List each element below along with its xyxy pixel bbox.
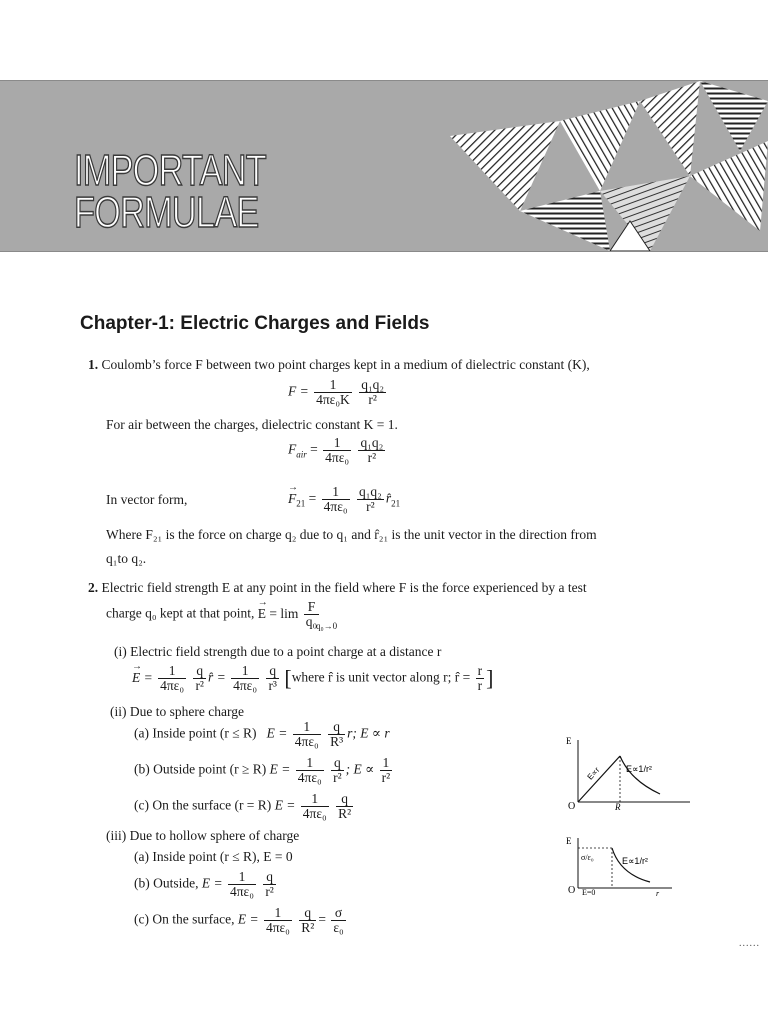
formula-air: $F_{air}$ = $\frac{1}{\text{4πε₀}}$ $\frac{\text{q₁q₂}}{\text{r²}}$ [288,435,384,465]
graph-hollow-sphere [560,830,695,900]
page-title [74,146,266,237]
graph1-origin: O [568,801,576,812]
sub-ii-title: (ii) Due to sphere charge [110,704,244,719]
graph1-r-label: R [615,802,621,812]
graph1-falling-label: E∝1/r² [626,764,652,774]
graph2-level-label: σ/ε₀ [581,853,594,862]
sub-ii-c: (c) On the surface (r = R) E = $\frac{1}{\text{4πε₀}}$ $\frac{q}{\text{R²}}$ [134,791,352,821]
graph1-y-label: E [566,736,572,746]
sub-i-formula: → E = $\frac{1}{\text{4πε₀}}$ $\frac{q}{\text{r²}}$ r̂ = $\frac{1}{\text{4πε₀}}$ $\frac{q}{\text{r³}}$ [where r̂ is unit vector along r; r̂ = $\frac{r}{r}$ ] [132,664,493,693]
item-number: 1. [88,357,99,372]
sub-ii-b: (b) Outside point (r ≥ R) E = $\frac{1}{\text{4πε₀}}$ $\frac{q}{\text{r²}}$ ; E ∝ $\frac{1}{\text{r²}}$ [134,755,391,785]
item-2-line-2: charge q₀ kept at that point, → E = lim $\frac{F}{\text{q₀}}$ q₀→0 [106,600,321,629]
footer-dots: ...... [739,938,760,949]
sub-iii-a: (a) Inside point (r ≤ R), E = 0 [134,849,293,864]
title-line-1: IMPORTANT [74,146,266,195]
graph2-falling-label: E∝1/r² [622,856,648,866]
where-line-1: Where F₂₁ is the force on charge q₂ due to q₁ and r̂₂₁ is the unit vector in the direction from [106,527,597,542]
graph2-y-label: E [566,836,572,846]
sub-iii-title: (iii) Due to hollow sphere of charge [106,828,300,843]
formula-vector: → $F_{21}$ = $\frac{1}{\text{4πε₀}}$ $\frac{\text{q₁q₂}}{\text{r²}}$ $r̂_{21}$ [288,485,400,514]
item-2-intro: 2. Electric field strength E at any point in the field where F is the force experienced by a test [88,580,587,595]
sub-ii-a: (a) Inside point (r ≤ R) E = $\frac{1}{\text{4πε₀}}$ $\frac{q}{\text{R³}}$ r; E ∝ r [134,719,390,749]
where-line-2: q₁to q₂. [106,551,147,566]
chapter-heading: Chapter-1: Electric Charges and Fields [80,313,430,334]
graph2-zero-label: E=0 [582,888,596,897]
formula-coulomb: F = $\frac{1}{\text{4πε₀K}}$ $\frac{\text{q₁q₂}}{\text{r²}}$ [288,377,385,407]
sub-iii-b: (b) Outside, E = $\frac{1}{\text{4πε₀}}$ $\frac{q}{\text{r²}}$ [134,869,274,899]
graph-solid-sphere [560,730,695,815]
sub-i-title: (i) Electric field strength due to a point charge at a distance r [114,644,442,659]
graph2-origin: O [568,885,576,896]
vector-form-label: In vector form, [106,492,188,507]
item-text: Coulomb’s force F between two point charges kept in a medium of dielectric constant (K), [101,357,590,372]
graph1-rising-label: E∝r [585,765,602,782]
sub-iii-c: (c) On the surface, E = $\frac{1}{\text{4πε₀}}$ $\frac{q}{\text{R²}}$ = $\frac{\sigma}{\text{ε₀}}$ [134,905,344,935]
title-line-2: FORMULAE [74,188,259,237]
graph2-x-label: r [656,889,660,898]
item-1-intro [88,357,590,373]
air-text: For air between the charges, dielectric constant K = 1. [106,417,398,432]
